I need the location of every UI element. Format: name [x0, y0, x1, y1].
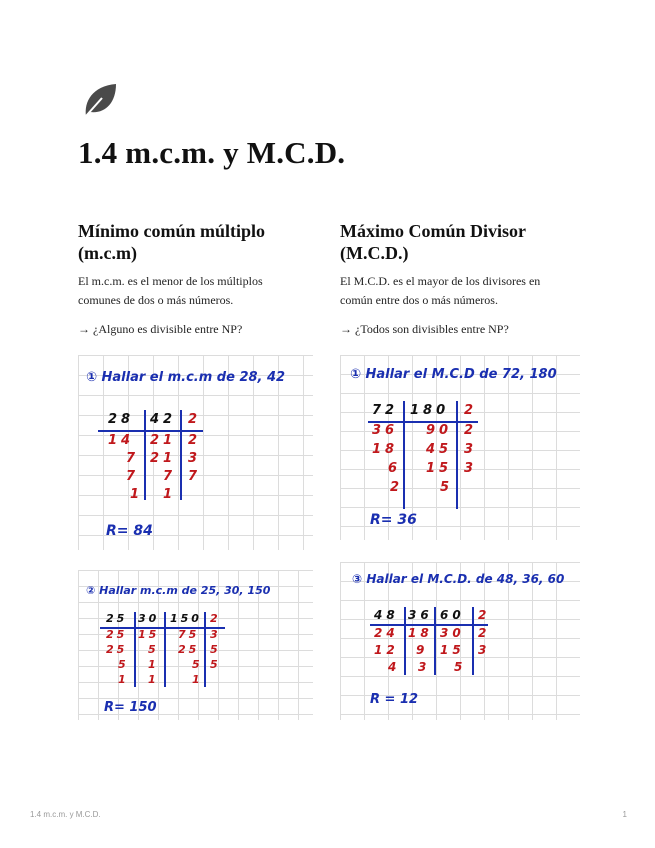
cell: 1	[192, 673, 204, 686]
result: R= 150	[104, 700, 157, 715]
cell: 18	[408, 626, 433, 640]
header-value: 180	[410, 403, 450, 418]
divisor: 2	[464, 403, 478, 418]
cell: 1	[148, 658, 160, 671]
divisor: 2	[478, 626, 491, 640]
cell: 9	[416, 643, 429, 657]
header-value: 72	[372, 403, 399, 418]
header-value: 150	[170, 612, 202, 625]
cell: 5	[192, 658, 204, 671]
cell: 36	[372, 423, 399, 438]
result: R= 36	[370, 512, 417, 528]
leaf-icon	[80, 80, 120, 120]
divisor: 3	[464, 442, 478, 457]
divisor: 5	[210, 658, 222, 671]
divisor: 3	[210, 628, 222, 641]
cell: 1	[163, 487, 177, 502]
header-value: 42	[150, 412, 177, 427]
cell: 5	[454, 660, 467, 674]
mcd-description: El M.C.D. es el mayor de los divisores en común entre dos o más números.	[340, 274, 541, 307]
example-mcd-72-180	[340, 355, 580, 540]
cell: 1	[118, 673, 130, 686]
divisor: 2	[464, 423, 478, 438]
example-title: ③ Hallar el M.C.D. de 48, 36, 60	[352, 572, 565, 586]
cell: 15	[138, 628, 160, 641]
example-title: ② Hallar m.c.m de 25, 30, 150	[86, 584, 271, 597]
cell: 1	[148, 673, 160, 686]
footer-title: 1.4 m.c.m. y M.C.D.	[30, 810, 101, 819]
cell: 45	[426, 442, 453, 457]
cell: 2	[390, 480, 404, 495]
divisor: 2	[188, 412, 202, 427]
example-title: ① Hallar el m.c.m de 28, 42	[86, 370, 286, 385]
divisor: 3	[478, 643, 491, 657]
cell: 18	[372, 442, 399, 457]
example-mcm-25-30-150	[78, 570, 313, 720]
page-title: 1.4 m.c.m. y M.C.D.	[78, 135, 346, 170]
example-mcm-28-42	[78, 355, 313, 550]
cell: 5	[440, 480, 454, 495]
example-title: ① Hallar el M.C.D de 72, 180	[350, 367, 557, 382]
mcm-description: El m.c.m. es el menor de los múltiplos comunes de dos o más números.	[78, 274, 263, 307]
cell: 30	[440, 626, 465, 640]
header-value: 28	[108, 412, 135, 427]
cell: 3	[418, 660, 431, 674]
header-value: 48	[374, 608, 399, 622]
cell: 21	[150, 451, 177, 466]
mcd-section	[340, 220, 570, 349]
mcm-section	[78, 220, 308, 349]
cell: 75	[178, 628, 200, 641]
divisor: 2	[210, 612, 222, 625]
divisor: 3	[464, 461, 478, 476]
divisor: 3	[188, 451, 202, 466]
result: R = 12	[370, 692, 419, 707]
header-value: 30	[138, 612, 160, 625]
cell: 90	[426, 423, 453, 438]
example-mcd-48-36-60	[340, 562, 580, 720]
cell: 4	[388, 660, 401, 674]
header-value: 60	[440, 608, 465, 622]
cell: 14	[108, 433, 135, 448]
cell: 15	[440, 643, 465, 657]
divisor: 5	[210, 643, 222, 656]
mcd-heading: Máximo Común Divisor (M.C.D.)	[340, 221, 526, 263]
cell: 6	[388, 461, 402, 476]
mcm-heading: Mínimo común múltiplo (m.c.m)	[78, 221, 266, 263]
divisor: 2	[478, 608, 491, 622]
divisor: 7	[188, 469, 202, 484]
cell: 12	[374, 643, 399, 657]
cell: 5	[118, 658, 130, 671]
divisor: 2	[188, 433, 202, 448]
mcm-question: → ¿Alguno es divisible entre NP?	[78, 322, 243, 336]
header-value: 36	[408, 608, 433, 622]
cell: 15	[426, 461, 453, 476]
result: R= 84	[106, 523, 153, 539]
cell: 25	[106, 643, 128, 656]
cell: 7	[126, 469, 140, 484]
cell: 1	[130, 487, 144, 502]
cell: 24	[374, 626, 399, 640]
cell: 5	[148, 643, 160, 656]
cell: 7	[126, 451, 140, 466]
page-number: 1	[622, 810, 627, 819]
mcd-question: → ¿Todos son divisibles entre NP?	[340, 322, 509, 336]
header-value: 25	[106, 612, 128, 625]
cell: 25	[106, 628, 128, 641]
cell: 21	[150, 433, 177, 448]
cell: 7	[163, 469, 177, 484]
cell: 25	[178, 643, 200, 656]
